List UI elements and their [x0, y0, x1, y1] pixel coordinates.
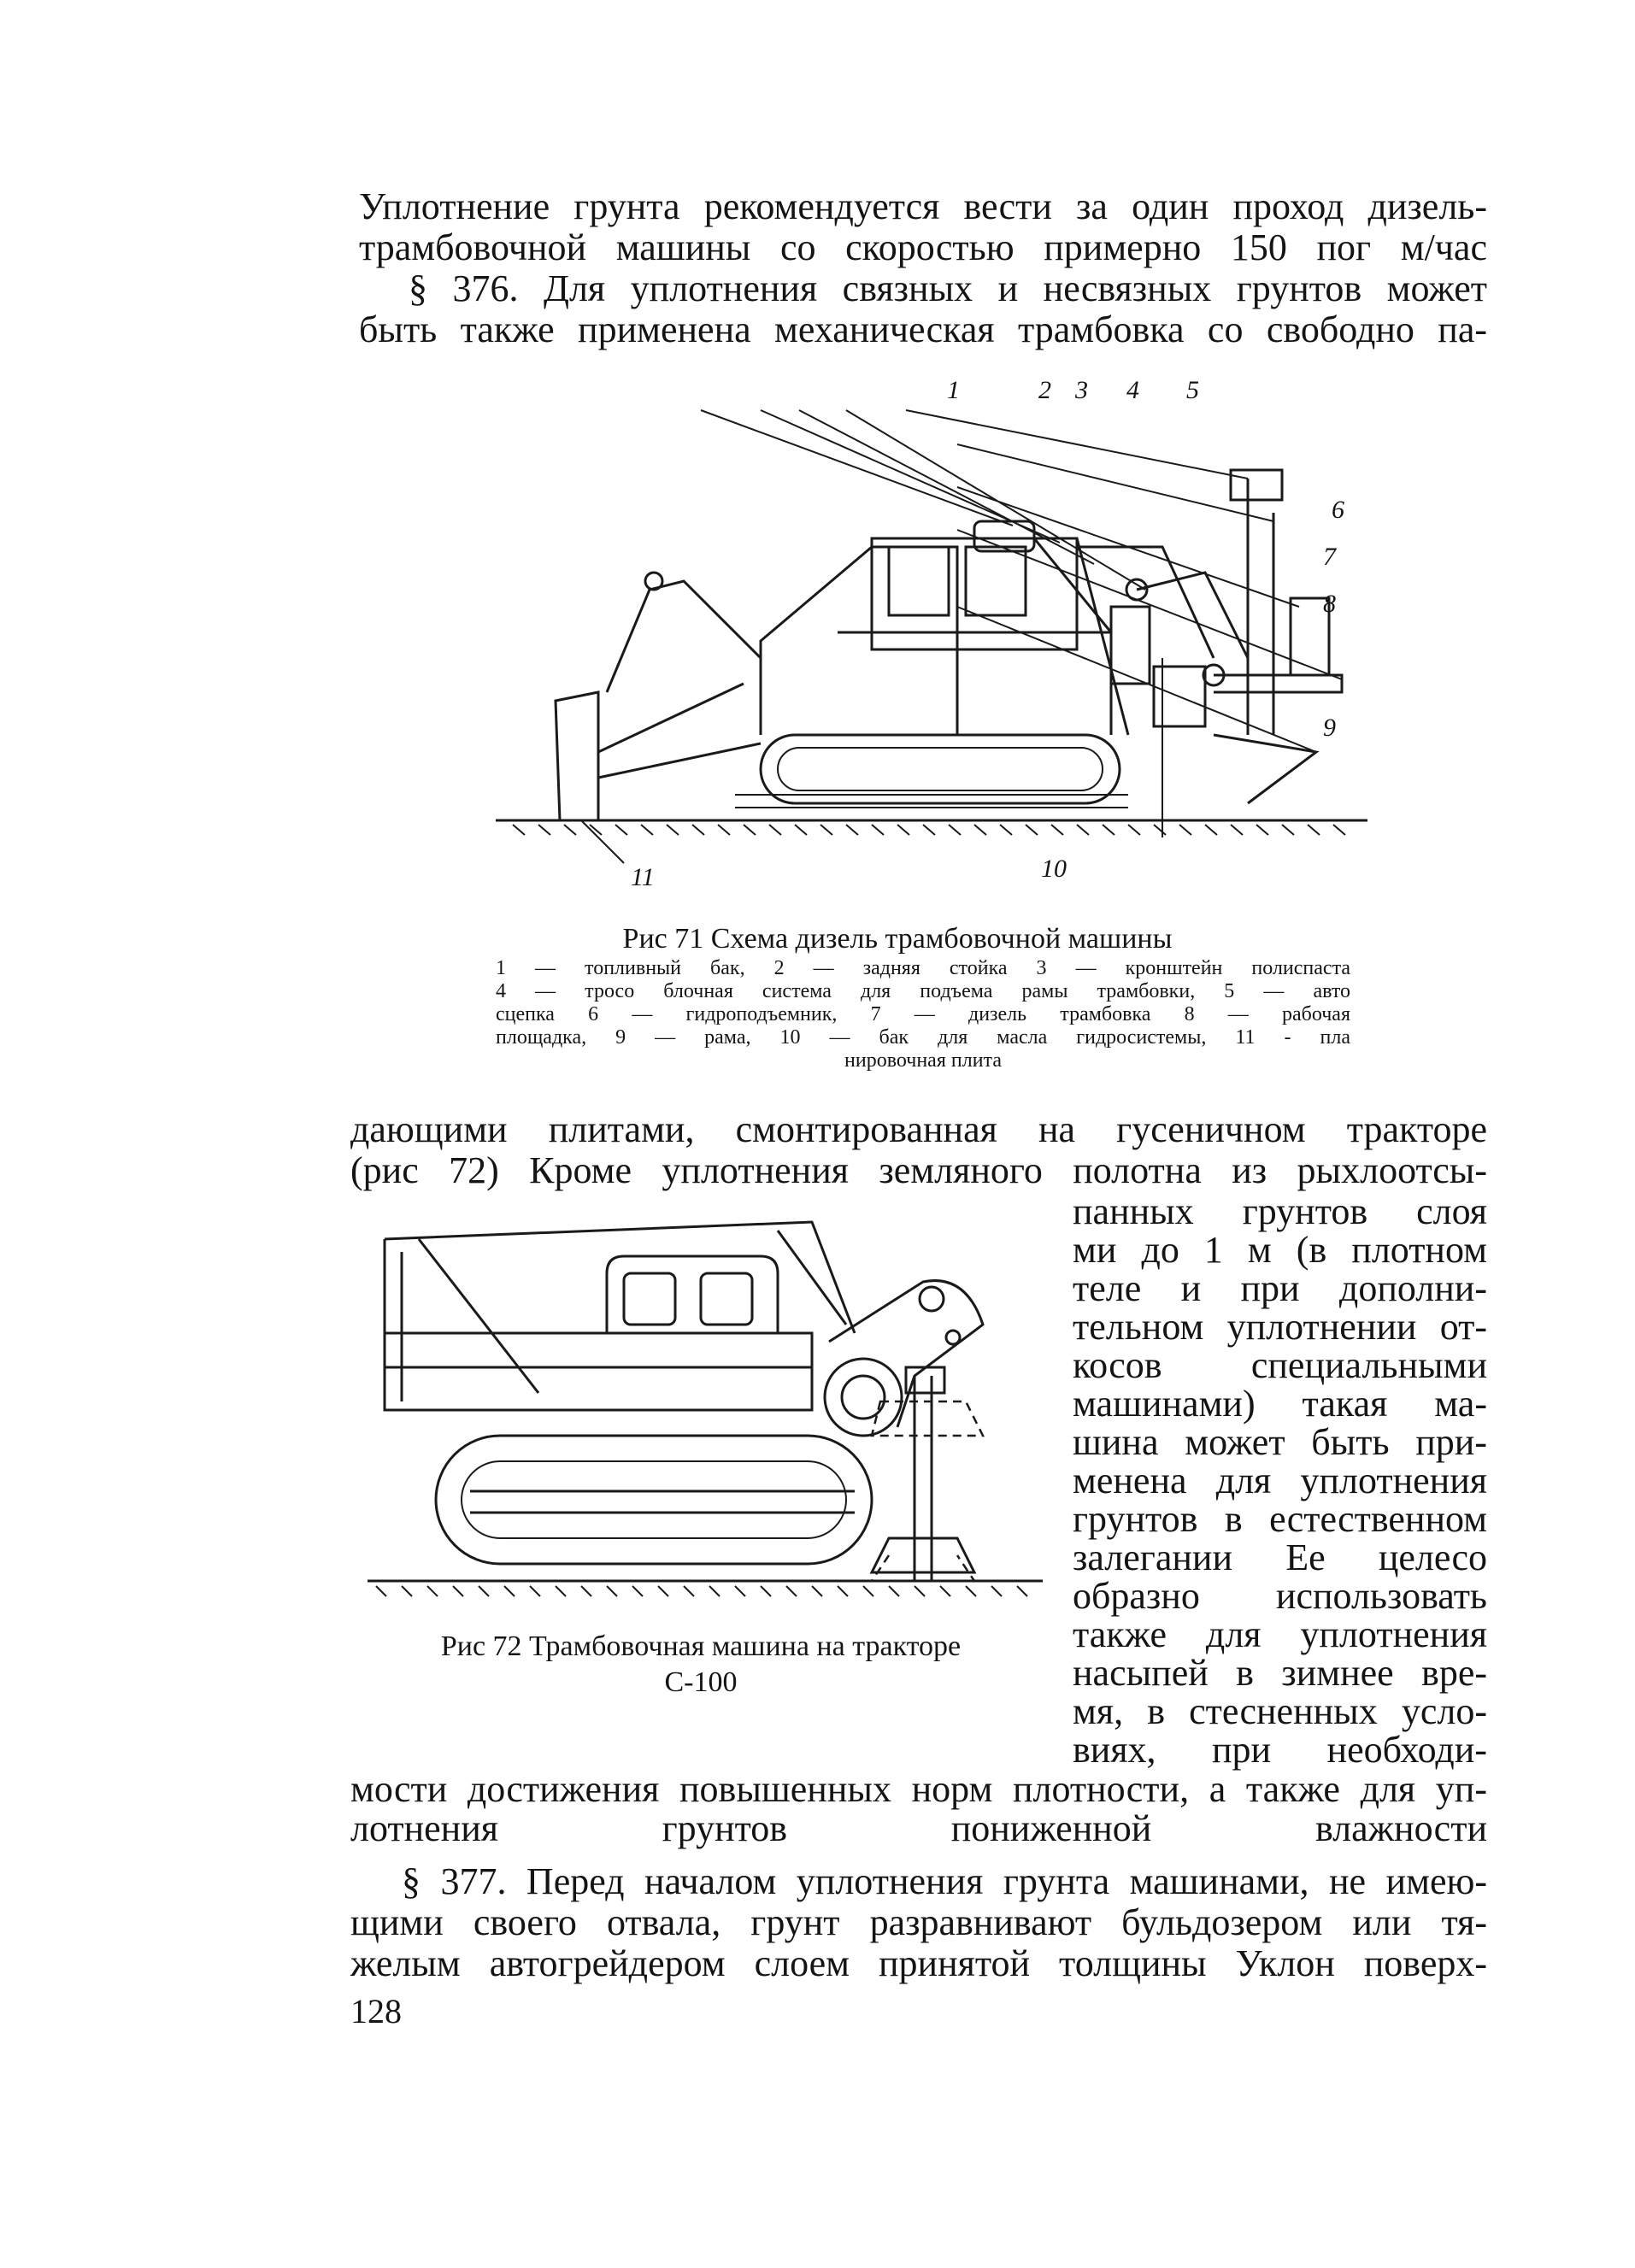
text-line: § 376. Для уплотнения связных и несвязных грунтов может [409, 267, 1487, 309]
figure-72-caption-line: С-100 [664, 1666, 738, 1698]
figure-71-legend-line: 4 — тросо блочная система для подъема рамы трамбовки, 5 — авто [496, 980, 1350, 1002]
figure-72-caption-line: Рис 72 Трамбовочная машина на тракторе [440, 1630, 962, 1662]
text-line: желым автогрейдером слоем принятой толщины Уклон поверх- [350, 1942, 1487, 1984]
figure-71-legend-line: площадка, 9 — рама, 10 — бак для масла гидросистемы, 11 - пла [496, 1026, 1350, 1049]
text-line: Уплотнение грунта рекомендуется вести за один проход дизель- [359, 185, 1487, 227]
figure-71-caption-title: Рис 71 Схема дизель трамбовочной машины [622, 923, 1173, 955]
text-line: панных грунтов слоя [1073, 1190, 1487, 1232]
ground-hatch [513, 825, 1345, 835]
fig71-label: 4 [1126, 376, 1139, 404]
fig71-label: 5 [1186, 376, 1199, 404]
text-line: § 377. Перед началом уплотнения грунта машинами, не имею- [402, 1860, 1487, 1902]
text-line: машинами) такая ма- [1073, 1383, 1487, 1425]
text-line: быть также применена механическая трамбовка со свободно па- [359, 308, 1487, 350]
page-number: 128 [350, 1992, 402, 2030]
text-line: насыпей в зимнее вре- [1073, 1652, 1487, 1694]
text-line: шина может быть при- [1073, 1421, 1487, 1463]
figure-71-legend-line: 1 — топливный бак, 2 — задняя стойка 3 — кронштейн полиспаста [496, 957, 1350, 979]
text-line: щими своего отвала, грунт разравнивают бульдозером или тя- [350, 1901, 1487, 1943]
text-line: (рис 72) Кроме уплотнения земляного полотна из рыхлоотсы- [350, 1149, 1487, 1191]
text-line: ми до 1 м (в плотном [1073, 1229, 1487, 1271]
figure-71-drawing [479, 376, 1419, 889]
text-line: мя, в стесненных усло- [1073, 1690, 1487, 1732]
text-line: также для уплотнения [1073, 1613, 1487, 1655]
fig71-label: 8 [1323, 590, 1336, 618]
fig71-label: 11 [631, 863, 655, 891]
text-line: виях, при необходи- [1073, 1729, 1487, 1771]
fig71-label: 7 [1323, 543, 1336, 571]
figure-71-legend-line: нировочная плита [844, 1049, 1002, 1072]
fig71-label: 3 [1075, 376, 1088, 404]
figure-71-legend-line: сцепка 6 — гидроподъемник, 7 — дизель трамбовка 8 — рабочая [496, 1003, 1350, 1025]
text-line: теле и при дополни- [1073, 1267, 1487, 1309]
fig71-label: 2 [1038, 376, 1051, 404]
fig71-label: 1 [947, 376, 960, 404]
text-line: образно использовать [1073, 1575, 1487, 1617]
text-line: лотнения грунтов пониженной влажности [350, 1807, 1487, 1849]
text-line: менена для уплотнения [1073, 1460, 1487, 1501]
fig71-label: 6 [1332, 496, 1344, 524]
fig71-label: 9 [1323, 714, 1336, 742]
text-line: косов специальными [1073, 1344, 1487, 1386]
fig71-label: 10 [1041, 855, 1067, 883]
text-line: мости достижения повышенных норм плотности, а также для уп- [350, 1768, 1487, 1810]
text-line: грунтов в естественном [1073, 1498, 1487, 1540]
text-line: дающими плитами, смонтированная на гусеничном тракторе [350, 1108, 1487, 1150]
text-line: залегании Ее целесо [1073, 1536, 1487, 1578]
text-line: тельном уплотнении от- [1073, 1306, 1487, 1348]
text-line: трамбовочной машины со скоростью примерно 150 пог м/час [359, 226, 1487, 268]
figure-72-drawing [368, 1205, 1060, 1615]
